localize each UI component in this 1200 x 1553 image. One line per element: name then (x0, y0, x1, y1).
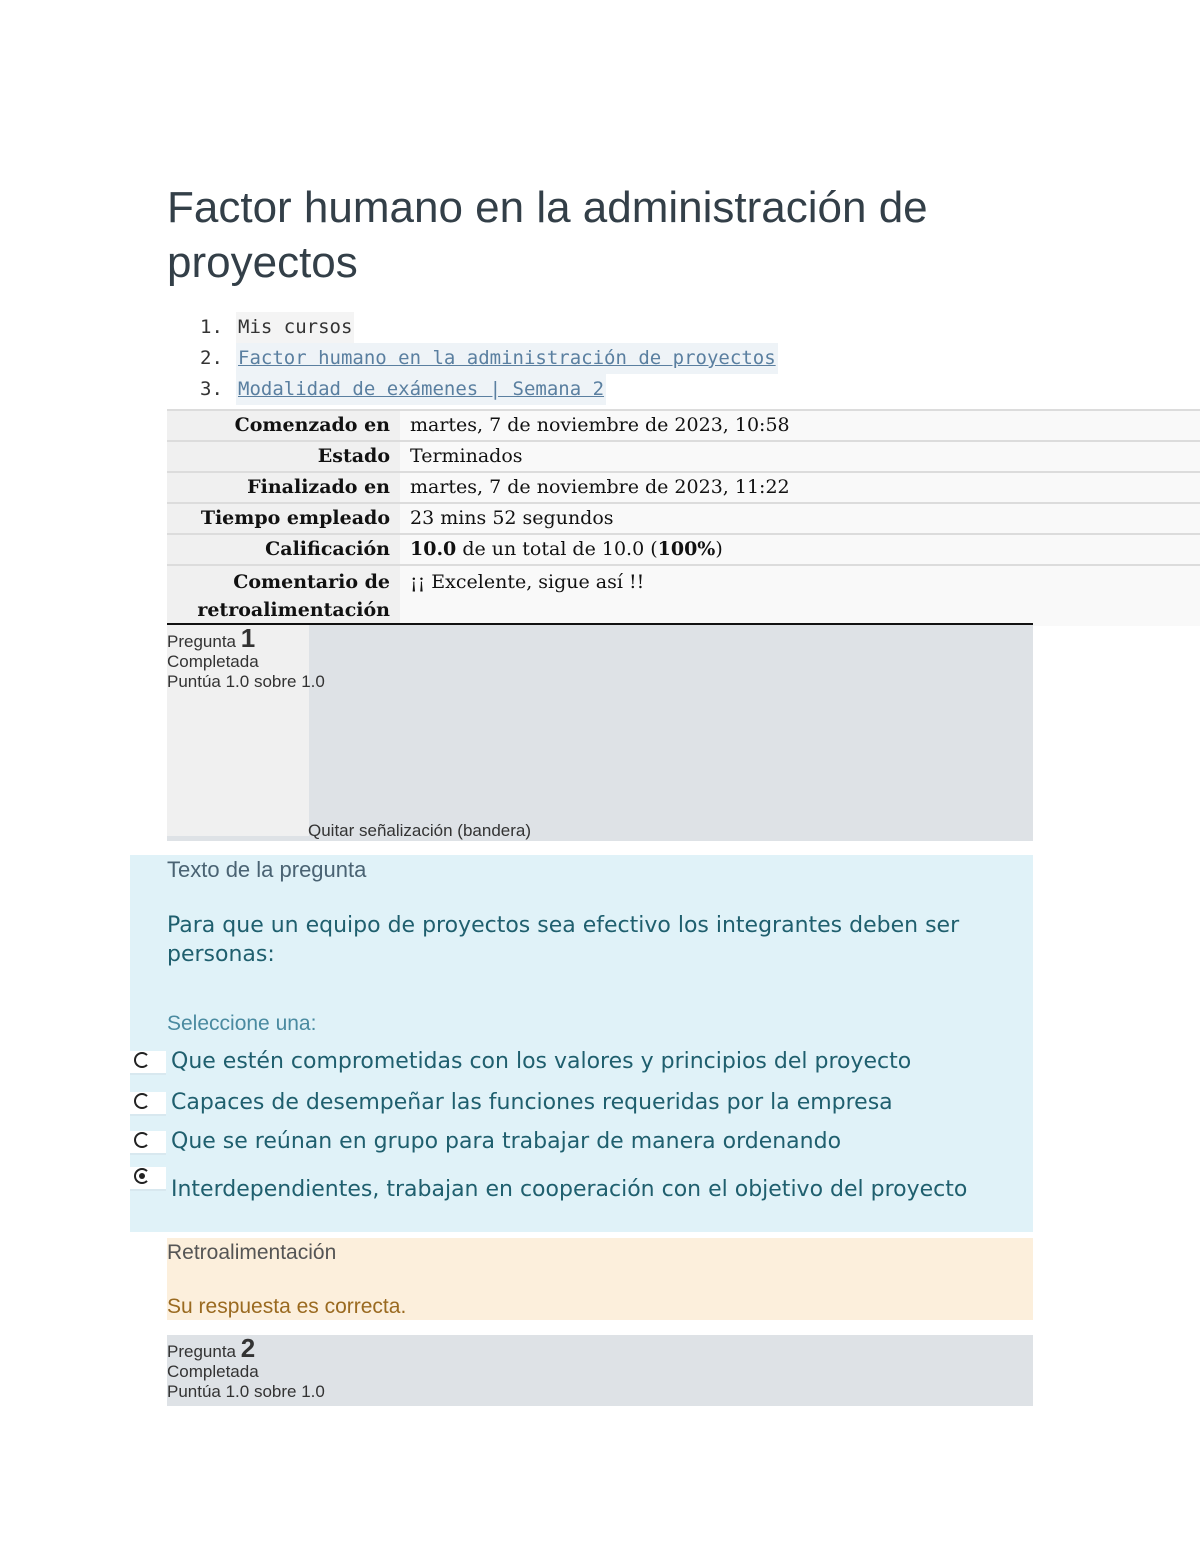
grade-text: de un total de 10.0 ( (456, 538, 658, 560)
feedback-heading: Retroalimentación (167, 1241, 337, 1264)
grade-text-end: ) (715, 538, 723, 560)
question-number-line (167, 1335, 1033, 1362)
summary-value: martes, 7 de noviembre de 2023, 10:58 (400, 410, 1200, 441)
summary-row-started (167, 410, 1200, 441)
answer-option-label: Capaces de desempeñar las funciones requeridas por la empresa (171, 1090, 893, 1115)
breadcrumb-item-exam (200, 374, 778, 405)
breadcrumb-item-my-courses (200, 312, 778, 343)
summary-row-grade (167, 534, 1200, 565)
answer-option-label: Que se reúnan en grupo para trabajar de manera ordenando (171, 1129, 842, 1154)
breadcrumb-label: Mis cursos (236, 312, 354, 343)
summary-label-line: Comentario de (233, 571, 390, 593)
question-1-info (167, 625, 1033, 841)
answer-prompt: Seleccione una: (167, 1012, 317, 1035)
question-feedback (167, 1238, 1033, 1320)
summary-label: Estado (167, 441, 400, 472)
summary-value: ¡¡ Excelente, sigue así !! (400, 565, 1200, 626)
summary-label: Finalizado en (167, 472, 400, 503)
breadcrumb-link-exam[interactable]: Modalidad de exámenes | Semana 2 (236, 374, 606, 405)
page-title: Factor humano en la administración de proyectos (167, 183, 928, 287)
summary-value: Terminados (400, 441, 1200, 472)
summary-row-finished (167, 472, 1200, 503)
summary-value (400, 534, 1200, 565)
radio-button[interactable] (130, 1051, 166, 1075)
question-2-info (167, 1335, 1033, 1406)
summary-label-line: retroalimentación (197, 599, 390, 621)
answer-option-label: Interdependientes, trabajan en cooperación con el objetivo del proyecto (171, 1177, 968, 1202)
grade-percent: 100% (657, 538, 716, 560)
question-1-content (130, 855, 1033, 1232)
breadcrumb-number: 1. (200, 316, 223, 338)
radio-button[interactable] (130, 1131, 166, 1155)
answer-option-selected[interactable] (130, 1163, 1033, 1203)
breadcrumb-number: 3. (200, 378, 223, 400)
breadcrumb-number: 2. (200, 347, 223, 369)
summary-label: Tiempo empleado (167, 503, 400, 534)
question-state: Completada (167, 652, 259, 671)
question-text: Para que un equipo de proyectos sea efectivo los integrantes deben ser personas: (167, 913, 960, 967)
question-mark: Puntúa 1.0 sobre 1.0 (167, 672, 325, 691)
question-mark: Puntúa 1.0 sobre 1.0 (167, 1382, 325, 1401)
summary-row-state (167, 441, 1200, 472)
question-number: 2 (240, 1333, 256, 1363)
remove-flag-link[interactable]: Quitar señalización (bandera) (308, 821, 532, 840)
question-number: 1 (240, 623, 256, 653)
answer-option-label: Que estén comprometidas con los valores y principios del proyecto (171, 1049, 912, 1074)
summary-row-time (167, 503, 1200, 534)
radio-button[interactable] (130, 1092, 166, 1116)
question-number-line (167, 625, 1033, 652)
question-state: Completada (167, 1362, 259, 1381)
answer-option[interactable] (130, 1049, 1033, 1089)
summary-label (167, 565, 400, 626)
question-label: Pregunta (167, 632, 236, 651)
summary-label: Calificación (167, 534, 400, 565)
attempt-summary-table (167, 409, 1200, 626)
breadcrumb-item-course (200, 343, 778, 374)
question-label: Pregunta (167, 1342, 236, 1361)
summary-row-feedback (167, 565, 1200, 626)
summary-value: 23 mins 52 segundos (400, 503, 1200, 534)
breadcrumb (200, 312, 778, 405)
grade-score: 10.0 (410, 538, 457, 560)
question-text-heading: Texto de la pregunta (167, 857, 367, 882)
answer-option[interactable] (130, 1090, 1033, 1130)
radio-button-checked[interactable] (130, 1167, 166, 1191)
summary-value: martes, 7 de noviembre de 2023, 11:22 (400, 472, 1200, 503)
summary-label: Comenzado en (167, 410, 400, 441)
feedback-text: Su respuesta es correcta. (167, 1295, 407, 1318)
breadcrumb-link-course[interactable]: Factor humano en la administración de proyectos (236, 343, 778, 374)
